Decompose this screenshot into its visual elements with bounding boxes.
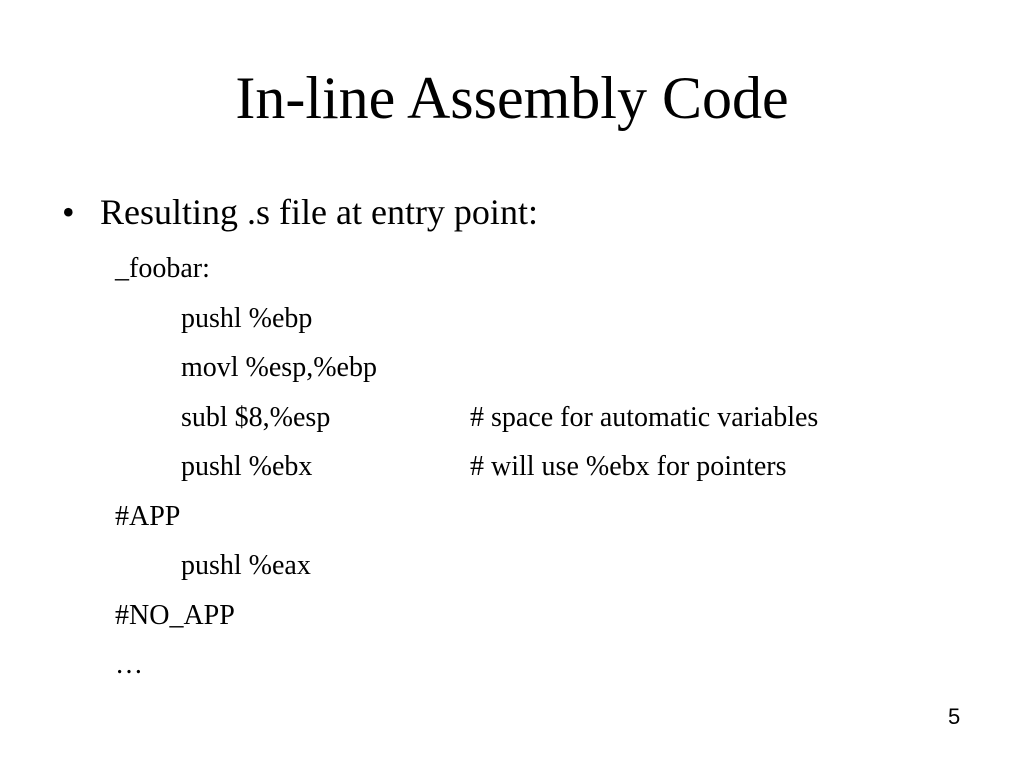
code-ellipsis: …: [115, 649, 143, 680]
code-instruction: subl $8,%esp: [181, 401, 331, 433]
code-comment: # will use %ebx for pointers: [470, 451, 787, 482]
code-line: [115, 442, 787, 492]
code-line: [115, 591, 235, 641]
code-comment: # space for automatic variables: [470, 401, 819, 433]
slide-title: In-line Assembly Code: [235, 65, 789, 131]
code-instruction: #NO_APP: [115, 599, 235, 631]
page-number: 5: [948, 704, 961, 729]
bullet-text: Resulting .s file at entry point:: [100, 192, 538, 232]
code-instruction: #APP: [115, 500, 181, 532]
bullet-item: [62, 190, 538, 234]
code-line: [115, 244, 235, 294]
assembly-code-listing: [115, 244, 819, 690]
bullet-marker: •: [62, 192, 75, 232]
code-line: [115, 343, 377, 393]
code-line: [115, 393, 819, 443]
code-line: [115, 541, 311, 591]
code-line: [115, 294, 313, 344]
code-instruction: pushl %ebp: [181, 302, 313, 334]
code-instruction: _foobar:: [115, 253, 210, 284]
code-line: [115, 640, 235, 690]
code-instruction: pushl %eax: [181, 550, 311, 581]
code-instruction: pushl %ebx: [181, 451, 313, 482]
code-instruction: movl %esp,%ebp: [181, 352, 377, 383]
code-line: [115, 492, 235, 542]
